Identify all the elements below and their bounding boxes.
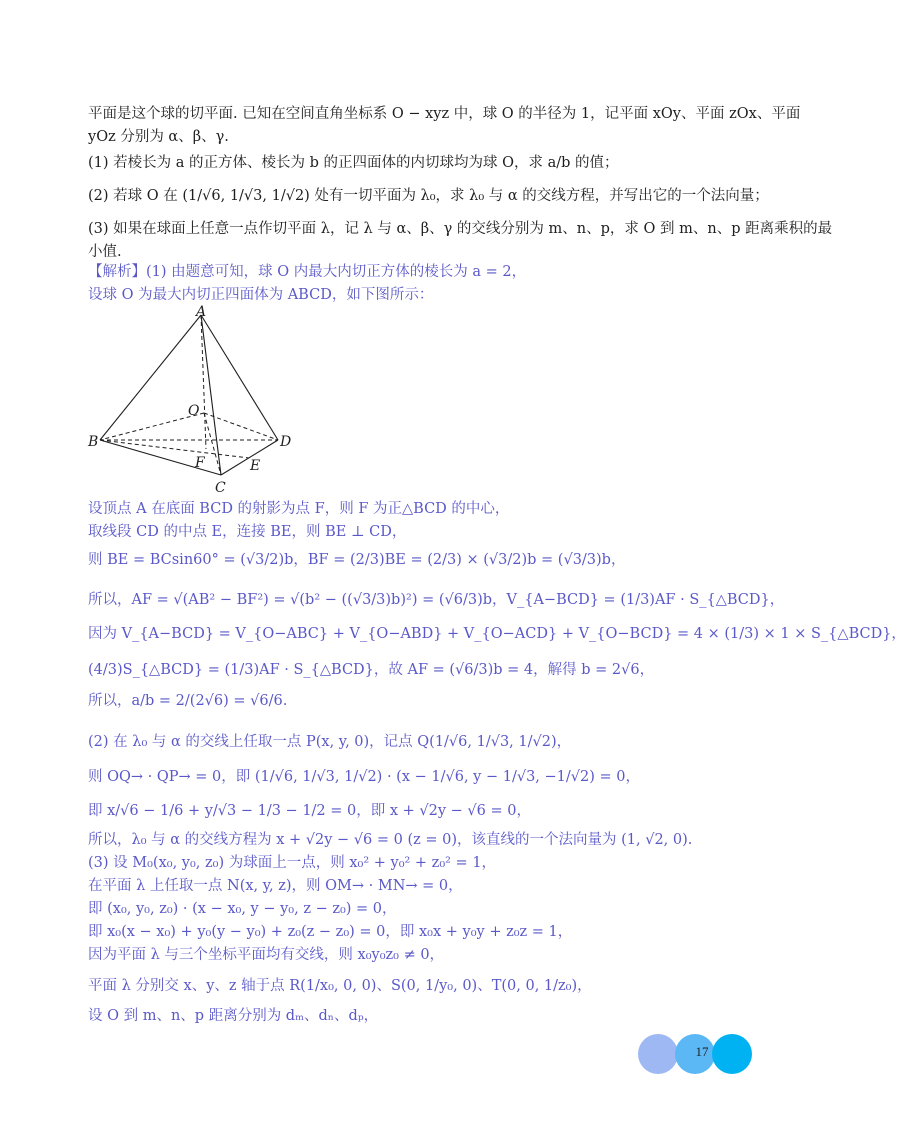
page-circle-left: [638, 1034, 678, 1074]
label-D: D: [280, 434, 292, 450]
solution-line-7: 因为 V_{A−BCD} = V_{O−ABC} + V_{O−ABD} + V_{O−ACD} + V_{O−BCD} = 4 × (1/3) × 1 × S_{△BCD}，: [88, 626, 906, 642]
question-line-1: 平面是这个球的切平面. 已知在空间直角坐标系 O − xyz 中，球 O 的半径为 1，记平面 xOy、平面 zOx、平面: [88, 106, 801, 122]
solution-line-1: [88, 262, 526, 282]
question-part-3a: (3) 如果在球面上任意一点作切平面 λ，记 λ 与 α、β、γ 的交线分别为 m、n、p，求 O 到 m、n、p 距离乘积的最: [88, 221, 833, 237]
solution-tag: 【解析】: [88, 264, 146, 280]
solution-line-15: 在平面 λ 上任取一点 N(x, y, z)，则 OM→ · MN→ = 0，: [88, 878, 463, 894]
question-part-3b: 小值.: [88, 244, 122, 260]
solution-line-17: 即 x₀(x − x₀) + y₀(y − y₀) + z₀(z − z₀) = 0，即 x₀x + y₀y + z₀z = 1，: [88, 924, 573, 940]
tetrahedron-figure: [88, 303, 298, 496]
solution-line-9: 所以，a/b = 2/(2√6) = √6/6.: [88, 693, 288, 709]
label-O: O: [188, 403, 200, 419]
solution-line-16: 即 (x₀, y₀, z₀) · (x − x₀, y − y₀, z − z₀) = 0，: [88, 901, 397, 917]
solution-line-2: 设球 O 为最大内切正四面体为 ABCD，如下图所示：: [88, 287, 434, 303]
question-part-1: (1) 若棱长为 a 的正方体、棱长为 b 的正四面体的内切球均为球 O，求 a/b 的值；: [88, 155, 619, 171]
segment-BE: [100, 440, 249, 458]
solution-line-8: (4/3)S_{△BCD} = (1/3)AF · S_{△BCD}，故 AF = (√6/3)b = 4，解得 b = 2√6，: [88, 662, 655, 678]
label-E: E: [250, 458, 261, 474]
label-C: C: [215, 480, 226, 496]
page-number: 17: [695, 1044, 709, 1059]
question-line-2: yOz 分别为 α、β、γ.: [88, 129, 229, 145]
solution-line-10: (2) 在 λ₀ 与 α 的交线上任取一点 P(x, y, 0)，记点 Q(1/√6, 1/√3, 1/√2)，: [88, 734, 572, 750]
label-F: F: [195, 455, 205, 471]
edge-AD: [201, 315, 278, 440]
solution-line-12: 即 x/√6 − 1/6 + y/√3 − 1/3 − 1/2 = 0，即 x + √2y − √6 = 0，: [88, 803, 531, 819]
solution-line-3: 设顶点 A 在底面 BCD 的射影为点 F，则 F 为正△BCD 的中心，: [88, 501, 510, 517]
solution-line-4: 取线段 CD 的中点 E，连接 BE，则 BE ⊥ CD，: [88, 524, 407, 540]
solution-line-20: 设 O 到 m、n、p 距离分别为 dₘ、dₙ、dₚ，: [88, 1008, 379, 1024]
solution-line-18: 因为平面 λ 与三个坐标平面均有交线，则 x₀y₀z₀ ≠ 0，: [88, 947, 445, 963]
solution-line-19: 平面 λ 分别交 x、y、z 轴于点 R(1/x₀, 0, 0)、S(0, 1/y₀, 0)、T(0, 0, 1/z₀)，: [88, 978, 592, 994]
page-circle-right: [712, 1034, 752, 1074]
segment-OC: [204, 413, 221, 475]
solution-line-6: 所以，AF = √(AB² − BF²) = √(b² − ((√3/3)b)²) = (√6/3)b，V_{A−BCD} = (1/3)AF · S_{△BCD}，: [88, 592, 785, 608]
question-part-2: (2) 若球 O 在 (1/√6, 1/√3, 1/√2) 处有一切平面为 λ₀，求 λ₀ 与 α 的交线方程，并写出它的一个法向量；: [88, 188, 769, 204]
solution-line-5: 则 BE = BCsin60° = (√3/2)b，BF = (2/3)BE = (2/3) × (√3/2)b = (√3/3)b，: [88, 552, 626, 568]
edge-AB: [100, 315, 201, 440]
solution-line-11: 则 OQ→ · QP→ = 0，即 (1/√6, 1/√3, 1/√2) · (x − 1/√6, y − 1/√3, −1/√2) = 0，: [88, 769, 640, 785]
label-A: A: [196, 304, 207, 320]
solution-line-14: (3) 设 M₀(x₀, y₀, z₀) 为球面上一点，则 x₀² + y₀² + z₀² = 1，: [88, 855, 497, 871]
solution-line-13: 所以，λ₀ 与 α 的交线方程为 x + √2y − √6 = 0 (z = 0)，该直线的一个法向量为 (1, √2, 0).: [88, 832, 693, 848]
label-B: B: [88, 434, 99, 450]
solution-l1: (1) 由题意可知，球 O 内最大内切正方体的棱长为 a = 2，: [146, 264, 527, 280]
